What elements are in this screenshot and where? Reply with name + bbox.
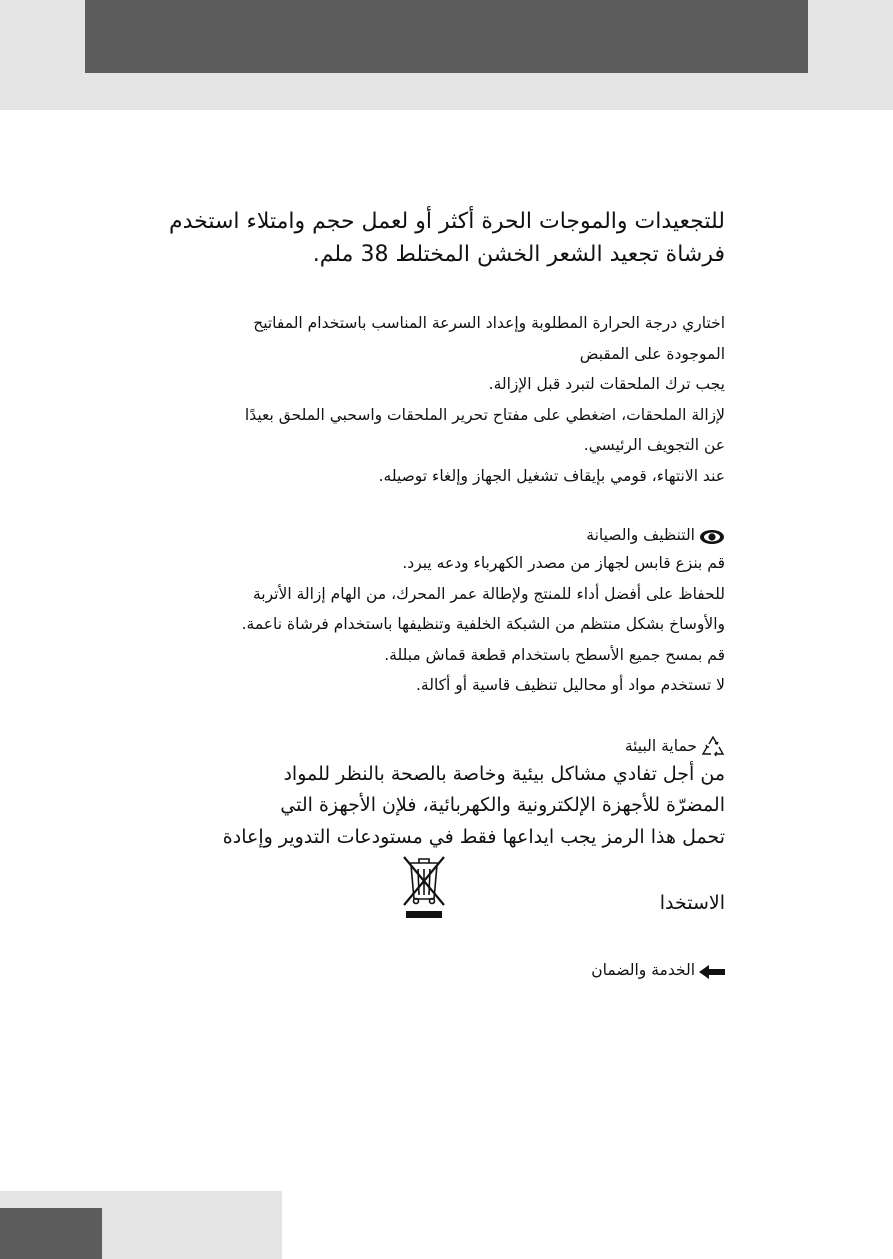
- service-link-text: الخدمة والضمان: [591, 961, 695, 979]
- environment-paragraph: [160, 759, 725, 920]
- environment-line: الاستخدا: [659, 891, 725, 914]
- arrow-left-icon: [699, 962, 725, 978]
- recycle-icon: [701, 735, 725, 757]
- crossed-out-bin-icon: [392, 853, 454, 919]
- environment-line: تحمل هذا الرمز يجب ايداعها فقط في مستودعات التدوير وإعادة: [222, 825, 725, 848]
- usage-line: يجب ترك الملحقات لتبرد قبل الإزالة.: [488, 375, 725, 393]
- cleaning-heading-text: التنظيف والصيانة: [586, 526, 695, 544]
- usage-line: عند الانتهاء، قومي بإيقاف تشغيل الجهاز وإلغاء توصيله.: [378, 466, 725, 485]
- intro-paragraph: [160, 205, 725, 271]
- cleaning-line: قم بمسح جميع الأسطح باستخدام قطعة قماش مبللة.: [384, 645, 725, 664]
- usage-line: عن التجويف الرئيسي.: [583, 436, 725, 454]
- usage-line: اختاري درجة الحرارة المطلوبة وإعداد السرعة المناسب باستخدام المفاتيح: [253, 314, 725, 332]
- eye-icon: [699, 527, 725, 543]
- environment-line: من أجل تفادي مشاكل بيئية وخاصة بالصحة بالنظر للمواد: [283, 762, 725, 785]
- environment-line: المضرّة للأجهزة الإلكترونية والكهربائية، فلإن الأجهزة التي: [280, 794, 725, 816]
- header-bar: [85, 0, 808, 73]
- cleaning-heading: [160, 522, 725, 548]
- usage-line: الموجودة على المقبض: [579, 344, 725, 363]
- cleaning-line: للحفاظ على أفضل أداء للمنتج ولإطالة عمر المحرك، من الهام إزالة الأتربة: [253, 584, 725, 603]
- usage-line: لإزالة الملحقات، اضغطي على مفتاح تحرير الملحقات واسحبي الملحق بعيدًا: [244, 405, 725, 424]
- usage-instructions: [160, 308, 725, 491]
- environment-heading: [160, 733, 725, 759]
- intro-line: للتجعيدات والموجات الحرة أكثر أو لعمل حجم وامتلاء استخدم: [168, 209, 725, 234]
- footer-tab: [0, 1208, 102, 1259]
- environment-last-row: [160, 853, 725, 919]
- cleaning-line: لا تستخدم مواد أو محاليل تنظيف قاسية أو أكالة.: [416, 676, 725, 694]
- page-content: [160, 205, 725, 983]
- environment-heading-text: حماية البيئة: [624, 736, 697, 755]
- cleaning-line: والأوساخ بشكل منتظم من الشبكة الخلفية وتنظيفها باستخدام فرشاة ناعمة.: [241, 615, 725, 633]
- service-link[interactable]: [160, 957, 725, 983]
- cleaning-instructions: [160, 548, 725, 701]
- intro-line: فرشاة تجعيد الشعر الخشن المختلط 38 ملم.: [312, 242, 725, 267]
- cleaning-line: قم بنزع قابس لجهاز من مصدر الكهرباء ودعه يبرد.: [402, 554, 725, 572]
